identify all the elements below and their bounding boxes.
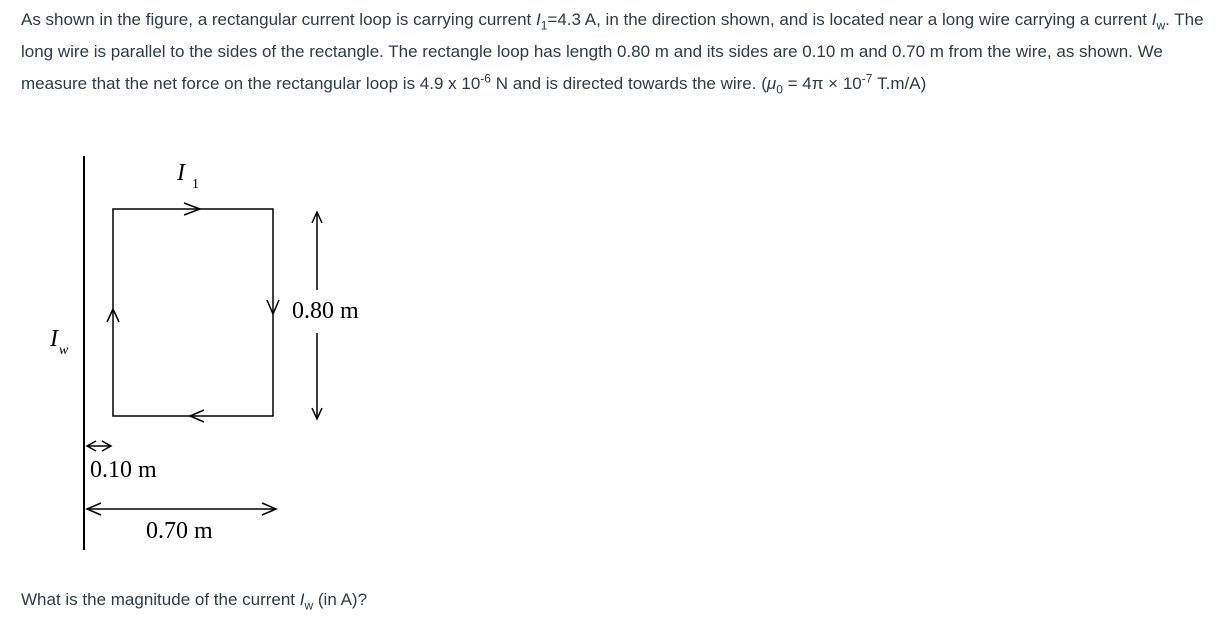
mu-subscript: 0	[776, 82, 783, 97]
label-near-distance: 0.10 m	[90, 457, 157, 483]
label-iw-subscript: w	[59, 343, 69, 358]
question-symbol: I	[299, 590, 305, 609]
label-i1-subscript: 1	[192, 177, 199, 192]
mu-symbol: μ	[766, 74, 777, 93]
i1-subscript: 1	[540, 18, 548, 33]
question-text	[21, 586, 367, 614]
current-loop	[113, 209, 273, 416]
question-prefix: What is the magnitude of the current	[21, 590, 300, 609]
force-exponent: -6	[480, 71, 491, 86]
question-subscript: w	[304, 598, 314, 613]
problem-body: . The long wire is parallel to the sides of the rectangle. The rectangle loop has length 0.80 m and its sides are 0.10 m and 0.70 m from the wire, as shown. We measure that the net force on the rectangular loop is 4.9 x 10	[21, 10, 1204, 93]
iw-symbol: I	[1151, 10, 1157, 29]
question-suffix: (in A)?	[313, 590, 368, 609]
i1-symbol: I	[535, 10, 541, 29]
i1-value: =4.3 A, in the direction shown, and is located near a long wire carrying a current	[547, 10, 1152, 29]
label-i1: I	[177, 160, 185, 186]
label-length: 0.80 m	[292, 298, 359, 324]
label-far-distance: 0.70 m	[146, 518, 213, 544]
mu-value: = 4π × 10	[782, 74, 862, 93]
problem-intro: As shown in the figure, a rectangular current loop is carrying current	[21, 10, 536, 29]
label-iw: I	[50, 326, 58, 352]
iw-subscript: w	[1156, 18, 1166, 33]
force-direction-text: N and is directed towards the wire. (	[490, 74, 767, 93]
mu-units: T.m/A)	[872, 74, 927, 93]
mu-exponent: -7	[861, 71, 873, 86]
